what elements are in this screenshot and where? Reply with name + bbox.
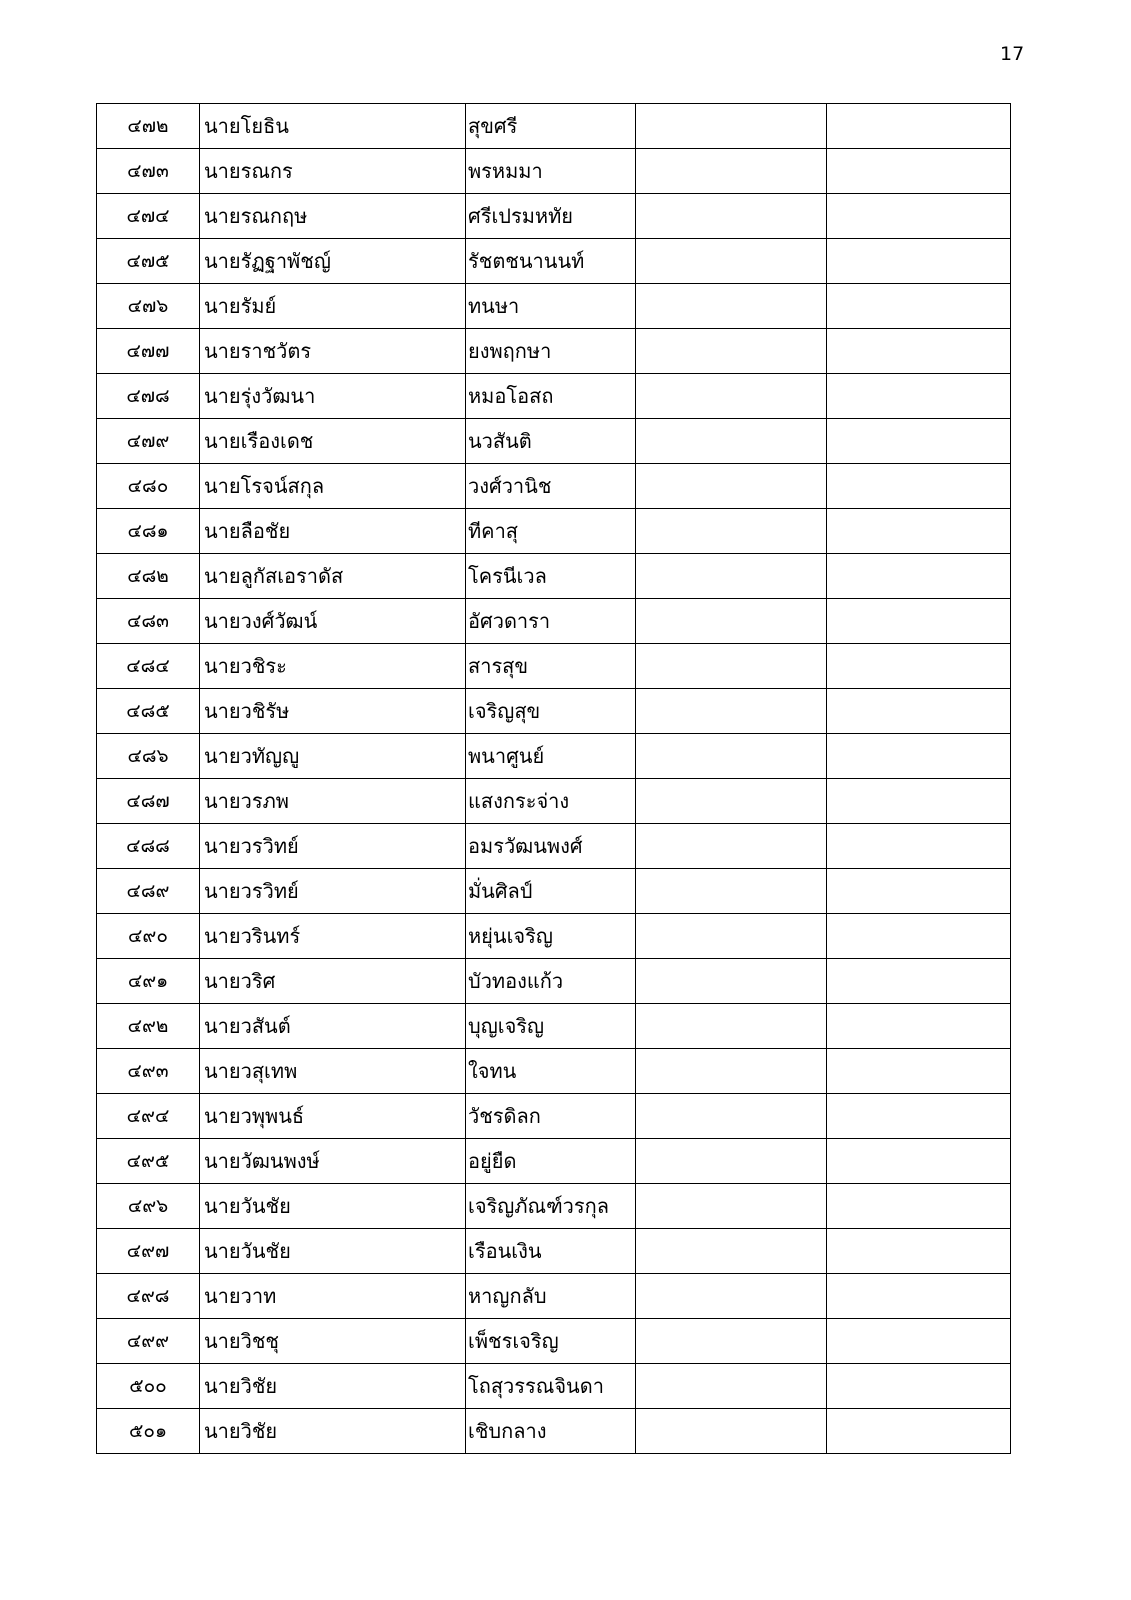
first-name-cell: นายรณกฤษ (200, 194, 466, 239)
blank-cell (827, 1184, 1011, 1229)
blank-cell (827, 464, 1011, 509)
last-name-cell: ทีคาสุ (466, 509, 636, 554)
last-name-cell: เพ็ชรเจริญ (466, 1319, 636, 1364)
row-number-cell: ๔๗๔ (97, 194, 200, 239)
blank-cell (827, 1049, 1011, 1094)
row-number-cell: ๔๙๐ (97, 914, 200, 959)
blank-cell (827, 149, 1011, 194)
row-number-cell: ๔๘๒ (97, 554, 200, 599)
last-name-cell: อัศวดารา (466, 599, 636, 644)
blank-cell (636, 374, 827, 419)
first-name-cell: นายเรืองเดช (200, 419, 466, 464)
last-name-cell: แสงกระจ่าง (466, 779, 636, 824)
blank-cell (827, 284, 1011, 329)
table-row (97, 374, 1011, 419)
last-name-cell: เชิบกลาง (466, 1409, 636, 1454)
first-name-cell: นายวัฒนพงษ์ (200, 1139, 466, 1184)
row-number-cell: ๔๗๖ (97, 284, 200, 329)
row-number-cell: ๔๘๖ (97, 734, 200, 779)
table-row (97, 734, 1011, 779)
table-row (97, 869, 1011, 914)
last-name-cell: โครนีเวล (466, 554, 636, 599)
table-row (97, 689, 1011, 734)
row-number-cell: ๔๗๙ (97, 419, 200, 464)
last-name-cell: ทนษา (466, 284, 636, 329)
table-row (97, 104, 1011, 149)
blank-cell (827, 509, 1011, 554)
table-row (97, 1319, 1011, 1364)
blank-cell (827, 644, 1011, 689)
last-name-cell: วัชรดิลก (466, 1094, 636, 1139)
first-name-cell: นายวิชัย (200, 1409, 466, 1454)
last-name-cell: อยู่ยืด (466, 1139, 636, 1184)
row-number-cell: ๔๘๙ (97, 869, 200, 914)
first-name-cell: นายวรภพ (200, 779, 466, 824)
first-name-cell: นายรัฏฐาพัชญ์ (200, 239, 466, 284)
blank-cell (636, 689, 827, 734)
last-name-cell: ศรีเปรมหทัย (466, 194, 636, 239)
blank-cell (827, 374, 1011, 419)
table-row (97, 1139, 1011, 1184)
blank-cell (827, 1364, 1011, 1409)
blank-cell (636, 284, 827, 329)
table-row (97, 464, 1011, 509)
last-name-cell: อมรวัฒนพงศ์ (466, 824, 636, 869)
blank-cell (636, 1229, 827, 1274)
last-name-cell: เจริญภัณฑ์วรกุล (466, 1184, 636, 1229)
table-row (97, 419, 1011, 464)
last-name-cell: รัชตชนานนท์ (466, 239, 636, 284)
table-row (97, 284, 1011, 329)
last-name-cell: หยุ่นเจริญ (466, 914, 636, 959)
blank-cell (827, 734, 1011, 779)
last-name-cell: สารสุข (466, 644, 636, 689)
blank-cell (636, 509, 827, 554)
last-name-cell: โถสุวรรณจินดา (466, 1364, 636, 1409)
last-name-cell: วงศ์วานิช (466, 464, 636, 509)
last-name-cell: นวสันติ (466, 419, 636, 464)
roster-table (96, 103, 1011, 1454)
table-row (97, 959, 1011, 1004)
blank-cell (827, 1319, 1011, 1364)
blank-cell (827, 1139, 1011, 1184)
row-number-cell: ๔๗๓ (97, 149, 200, 194)
row-number-cell: ๔๙๑ (97, 959, 200, 1004)
last-name-cell: พนาศูนย์ (466, 734, 636, 779)
table-row (97, 194, 1011, 239)
row-number-cell: ๔๘๑ (97, 509, 200, 554)
table-row (97, 239, 1011, 284)
first-name-cell: นายวริศ (200, 959, 466, 1004)
first-name-cell: นายวันชัย (200, 1184, 466, 1229)
table-row (97, 1004, 1011, 1049)
blank-cell (827, 779, 1011, 824)
first-name-cell: นายวันชัย (200, 1229, 466, 1274)
blank-cell (636, 104, 827, 149)
row-number-cell: ๔๗๕ (97, 239, 200, 284)
blank-cell (636, 869, 827, 914)
table-row (97, 1094, 1011, 1139)
last-name-cell: ใจทน (466, 1049, 636, 1094)
row-number-cell: ๔๘๕ (97, 689, 200, 734)
blank-cell (827, 1274, 1011, 1319)
last-name-cell: หมอโอสถ (466, 374, 636, 419)
blank-cell (636, 149, 827, 194)
blank-cell (827, 1004, 1011, 1049)
row-number-cell: ๔๘๗ (97, 779, 200, 824)
row-number-cell: ๔๙๘ (97, 1274, 200, 1319)
blank-cell (636, 1364, 827, 1409)
row-number-cell: ๔๗๗ (97, 329, 200, 374)
table-row (97, 779, 1011, 824)
blank-cell (827, 869, 1011, 914)
blank-cell (827, 914, 1011, 959)
table-row (97, 914, 1011, 959)
first-name-cell: นายวรวิทย์ (200, 869, 466, 914)
blank-cell (636, 419, 827, 464)
blank-cell (827, 419, 1011, 464)
blank-cell (827, 599, 1011, 644)
row-number-cell: ๔๗๘ (97, 374, 200, 419)
table-row (97, 509, 1011, 554)
first-name-cell: นายรณกร (200, 149, 466, 194)
first-name-cell: นายราชวัตร (200, 329, 466, 374)
table-row (97, 599, 1011, 644)
blank-cell (636, 779, 827, 824)
blank-cell (636, 1049, 827, 1094)
blank-cell (636, 1184, 827, 1229)
first-name-cell: นายวชิรัษ (200, 689, 466, 734)
first-name-cell: นายวรินทร์ (200, 914, 466, 959)
first-name-cell: นายวทัญญู (200, 734, 466, 779)
last-name-cell: บุญเจริญ (466, 1004, 636, 1049)
first-name-cell: นายวิชัย (200, 1364, 466, 1409)
blank-cell (636, 1319, 827, 1364)
table-row (97, 1274, 1011, 1319)
first-name-cell: นายโยธิน (200, 104, 466, 149)
table-row (97, 1409, 1011, 1454)
row-number-cell: ๔๙๓ (97, 1049, 200, 1094)
first-name-cell: นายวสันต์ (200, 1004, 466, 1049)
first-name-cell: นายวาท (200, 1274, 466, 1319)
blank-cell (636, 1094, 827, 1139)
row-number-cell: ๕๐๑ (97, 1409, 200, 1454)
table-row (97, 149, 1011, 194)
table-row (97, 554, 1011, 599)
blank-cell (827, 1094, 1011, 1139)
row-number-cell: ๕๐๐ (97, 1364, 200, 1409)
table-row (97, 1229, 1011, 1274)
blank-cell (636, 1409, 827, 1454)
blank-cell (827, 194, 1011, 239)
first-name-cell: นายวงศ์วัฒน์ (200, 599, 466, 644)
row-number-cell: ๔๙๗ (97, 1229, 200, 1274)
row-number-cell: ๔๘๘ (97, 824, 200, 869)
first-name-cell: นายโรจน์สกุล (200, 464, 466, 509)
blank-cell (827, 689, 1011, 734)
blank-cell (636, 194, 827, 239)
blank-cell (827, 1229, 1011, 1274)
blank-cell (827, 104, 1011, 149)
blank-cell (636, 1274, 827, 1319)
row-number-cell: ๔๙๒ (97, 1004, 200, 1049)
roster-table-body (97, 104, 1011, 1454)
first-name-cell: นายรัมย์ (200, 284, 466, 329)
table-row (97, 1364, 1011, 1409)
blank-cell (636, 1004, 827, 1049)
blank-cell (827, 959, 1011, 1004)
row-number-cell: ๔๙๖ (97, 1184, 200, 1229)
blank-cell (636, 329, 827, 374)
last-name-cell: มั่นศิลป์ (466, 869, 636, 914)
last-name-cell: ยงพฤกษา (466, 329, 636, 374)
last-name-cell: หาญกลับ (466, 1274, 636, 1319)
blank-cell (827, 1409, 1011, 1454)
blank-cell (636, 959, 827, 1004)
row-number-cell: ๔๘๓ (97, 599, 200, 644)
row-number-cell: ๔๙๔ (97, 1094, 200, 1139)
first-name-cell: นายลือชัย (200, 509, 466, 554)
blank-cell (636, 599, 827, 644)
last-name-cell: พรหมมา (466, 149, 636, 194)
first-name-cell: นายวรวิทย์ (200, 824, 466, 869)
table-row (97, 1049, 1011, 1094)
blank-cell (636, 644, 827, 689)
last-name-cell: เจริญสุข (466, 689, 636, 734)
blank-cell (827, 824, 1011, 869)
first-name-cell: นายวพุพนธ์ (200, 1094, 466, 1139)
first-name-cell: นายวชิระ (200, 644, 466, 689)
first-name-cell: นายรุ่งวัฒนา (200, 374, 466, 419)
blank-cell (636, 239, 827, 284)
blank-cell (636, 734, 827, 779)
table-row (97, 329, 1011, 374)
blank-cell (827, 329, 1011, 374)
blank-cell (636, 824, 827, 869)
last-name-cell: บัวทองแก้ว (466, 959, 636, 1004)
row-number-cell: ๔๗๒ (97, 104, 200, 149)
first-name-cell: นายวิชชุ (200, 1319, 466, 1364)
table-row (97, 824, 1011, 869)
blank-cell (636, 554, 827, 599)
first-name-cell: นายลูกัสเอราดัส (200, 554, 466, 599)
table-row (97, 1184, 1011, 1229)
row-number-cell: ๔๙๕ (97, 1139, 200, 1184)
blank-cell (636, 464, 827, 509)
row-number-cell: ๔๘๐ (97, 464, 200, 509)
blank-cell (827, 554, 1011, 599)
first-name-cell: นายวสุเทพ (200, 1049, 466, 1094)
row-number-cell: ๔๙๙ (97, 1319, 200, 1364)
last-name-cell: สุขศรี (466, 104, 636, 149)
last-name-cell: เรือนเงิน (466, 1229, 636, 1274)
table-row (97, 644, 1011, 689)
blank-cell (636, 1139, 827, 1184)
blank-cell (827, 239, 1011, 284)
blank-cell (636, 914, 827, 959)
row-number-cell: ๔๘๔ (97, 644, 200, 689)
page-number: 17 (1000, 43, 1025, 65)
